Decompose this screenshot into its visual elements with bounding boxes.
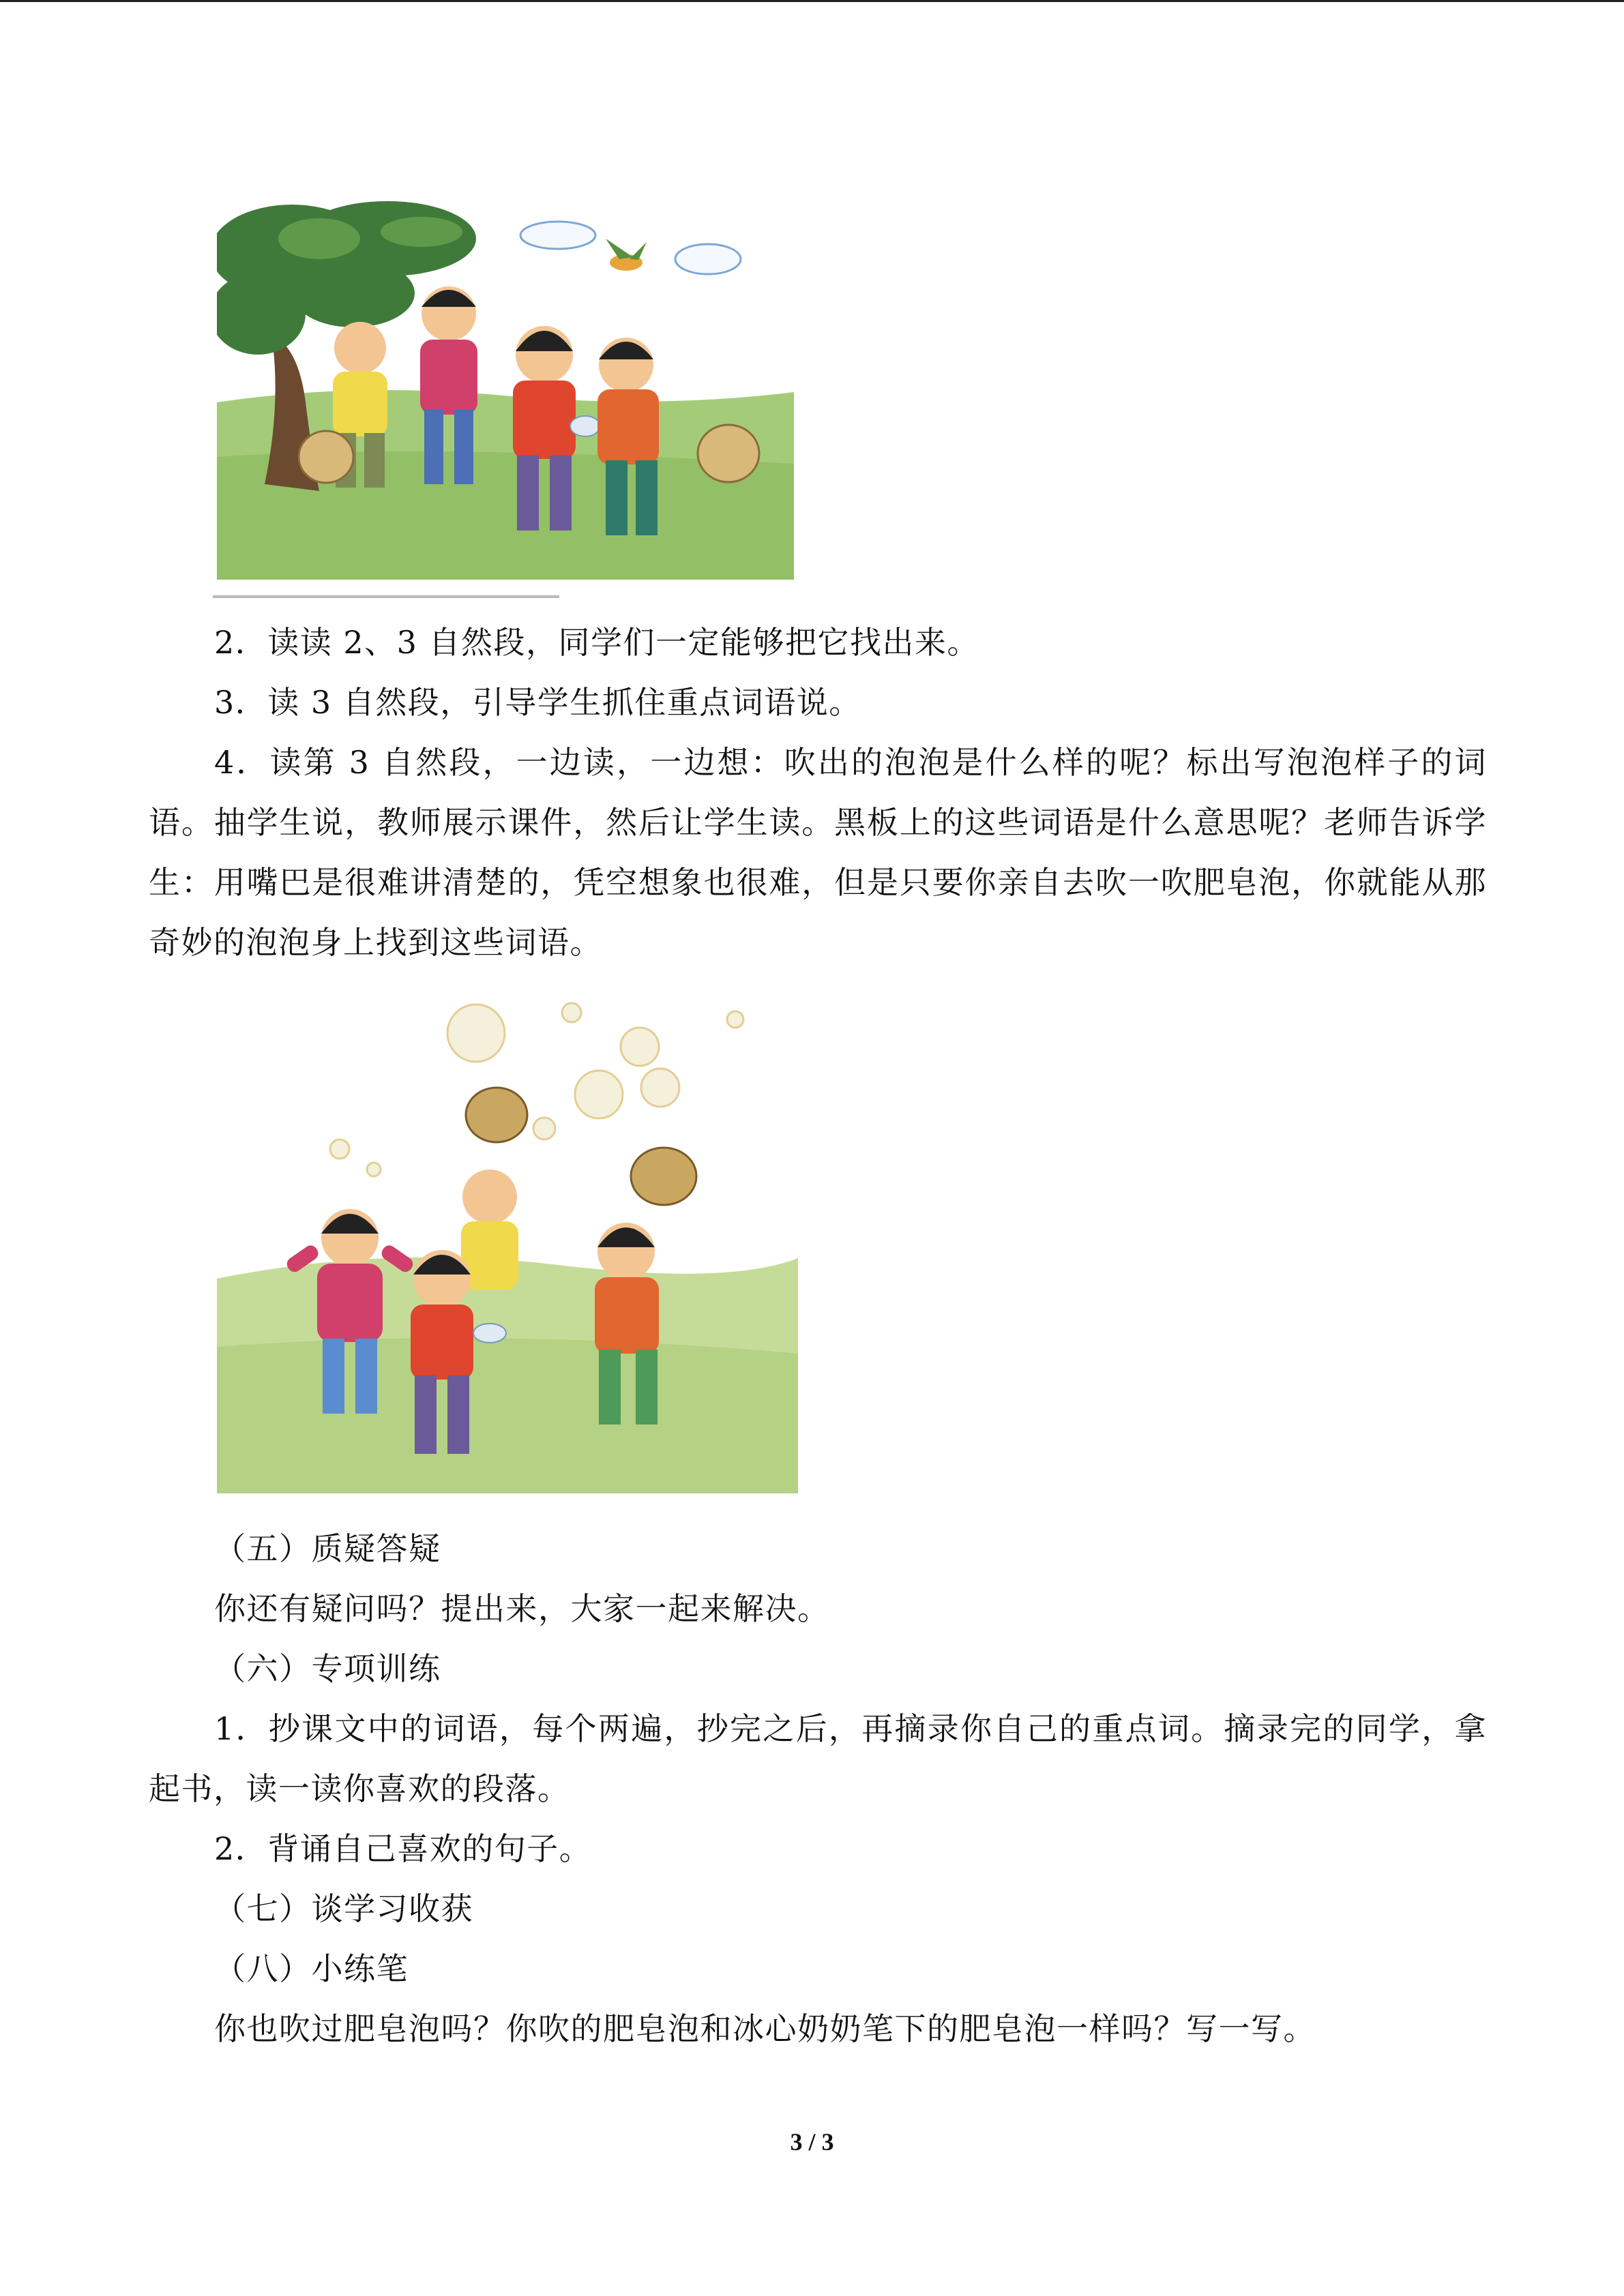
heading-special-training: （六）专项训练	[214, 1650, 441, 1687]
children-under-tree-svg	[217, 198, 794, 580]
instruction-block-upper	[149, 612, 1487, 972]
heading-questions: （五）质疑答疑	[214, 1530, 441, 1567]
paragraph-read-paragraph-3: 3．读 3 自然段，引导学生抓住重点词语说。	[214, 684, 861, 721]
children-under-tree-illustration	[217, 198, 794, 580]
heading-learning-gains: （七）谈学习收获	[214, 1890, 473, 1927]
children-chasing-bubbles-illustration	[217, 992, 798, 1493]
paragraph-copy-words: 1．抄课文中的词语，每个两遍，抄完之后，再摘录你自己的重点词。摘录完的同学，拿起书，读一读你喜欢的段落。	[149, 1710, 1487, 1807]
image-underline	[213, 595, 559, 598]
instruction-block-lower	[149, 1519, 1487, 2059]
page-top-border	[0, 0, 1624, 2]
paragraph-bubble-words: 4．读第 3 自然段，一边读，一边想：吹出的泡泡是什么样的呢？标出写泡泡样子的词语。抽学生说，教师展示课件，然后让学生读。黑板上的这些词语是什么意思呢？老师告诉学生：用嘴巴是很难讲清楚的，凭空想象也很难，但是只要你亲自去吹一吹肥皂泡，你就能从那奇妙的泡泡身上找到这些词语。	[149, 744, 1487, 961]
paragraph-writing-prompt: 你也吹过肥皂泡吗？你吹的肥皂泡和冰心奶奶笔下的肥皂泡一样吗？写一写。	[214, 2010, 1316, 2047]
paragraph-read-paragraphs-2-3: 2．读读 2、3 自然段，同学们一定能够把它找出来。	[214, 624, 980, 661]
heading-writing-practice: （八）小练笔	[214, 1950, 409, 1987]
children-chasing-bubbles-svg	[217, 992, 798, 1493]
page-number: 3 / 3	[790, 2128, 834, 2156]
paragraph-questions: 你还有疑问吗？提出来，大家一起来解决。	[214, 1590, 830, 1627]
paragraph-recite: 2．背诵自己喜欢的句子。	[214, 1830, 592, 1867]
